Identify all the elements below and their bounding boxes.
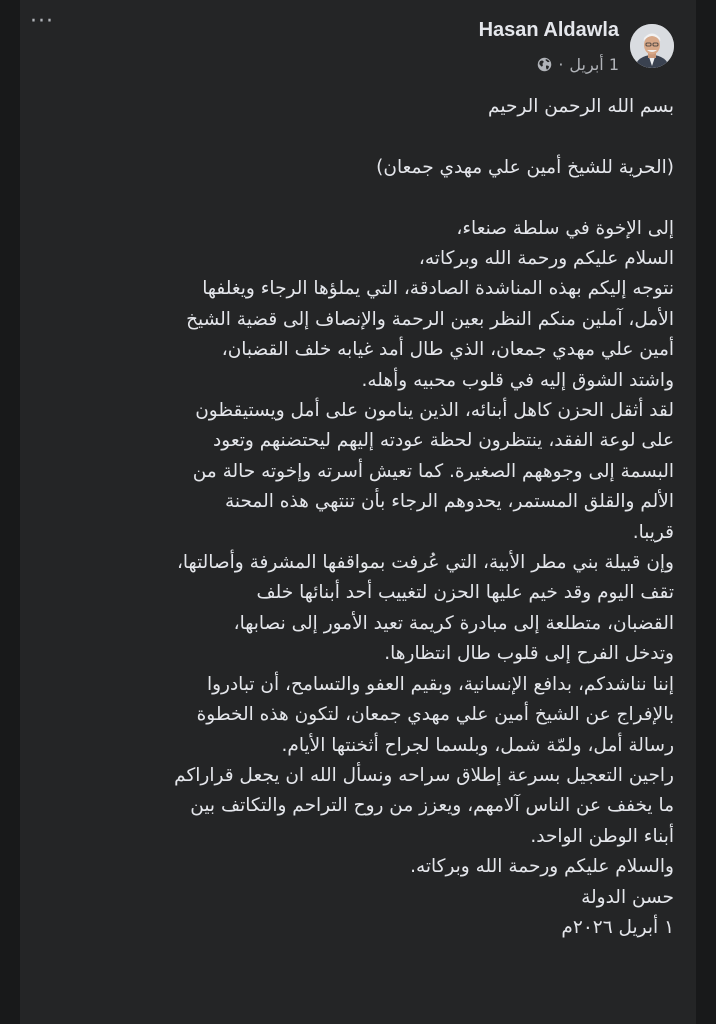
post-line: رسالة أمل، ولمّة شمل، وبلسما لجراح أثخنتها الأيام. (281, 734, 674, 756)
post-line: وإن قبيلة بني مطر الأبية، التي عُرفت بمواقفها المشرفة وأصالتها، (176, 552, 674, 574)
avatar[interactable] (630, 24, 674, 68)
post-signature: حسن الدولة (581, 886, 674, 908)
post-date[interactable]: 1 أبريل (569, 54, 619, 74)
post-line: إننا نناشدكم، بدافع الإنسانية، وبقيم العفو والتسامح، أن تبادروا (206, 673, 674, 695)
post-line: (الحرية للشيخ أمين علي مهدي جمعان) (376, 156, 674, 178)
post-body (34, 92, 674, 943)
post-line: بسم الله الرحمن الرحيم (488, 96, 674, 117)
post-line: أمين علي مهدي جمعان، الذي طال أمد غيابه خلف القضبان، (221, 339, 674, 361)
post-line: السلام عليكم ورحمة الله وبركاته، (418, 248, 674, 269)
avatar-image (630, 24, 674, 68)
post-line: تقف اليوم وقد خيم عليها الحزن لتغييب أحد أبنائها خلف (256, 582, 674, 604)
post-line: واشتد الشوق إليه في قلوب محبيه وأهله. (361, 369, 674, 391)
post-line: والسلام عليكم ورحمة الله وبركاته. (410, 856, 674, 878)
post-line: لقد أثقل الحزن كاهل أبنائه، الذين ينامون على أمل ويستيقظون (195, 400, 674, 422)
post-line: الألم والقلق المستمر، يحدوهم الرجاء بأن تنتهي هذه المحنة (224, 491, 674, 513)
post-meta (537, 54, 619, 74)
meta-separator: · (558, 54, 564, 74)
post-line: البسمة إلى وجوههم الصغيرة. كما تعيش أسرته وإخوته حالة من (192, 460, 674, 482)
post-card (20, 0, 696, 1024)
blank-line (34, 183, 674, 213)
post-sign-date: ١ أبريل ٢٠٢٦م (561, 916, 674, 938)
post-line: راجين التعجيل بسرعة إطلاق سراحه ونسأل الله ان يجعل قراراكم (174, 764, 674, 786)
post-line: وتدخل الفرح إلى قلوب طال انتظارها. (384, 643, 674, 665)
post-line: بالإفراج عن الشيخ أمين علي مهدي جمعان، لتكون هذه الخطوة (196, 704, 674, 726)
post-line: إلى الإخوة في سلطة صنعاء، (456, 217, 674, 239)
post-line: قريبا. (632, 521, 674, 543)
globe-icon[interactable] (537, 57, 552, 72)
post-line: الأمل، آملين منكم النظر بعين الرحمة والإنصاف إلى قضية الشيخ (186, 308, 674, 330)
post-line: أبناء الوطن الواحد. (530, 825, 674, 847)
post-line: نتوجه إليكم بهذه المناشدة الصادقة، التي يملؤها الرجاء ويغلفها (202, 278, 674, 300)
post-line: على لوعة الفقد، ينتظرون لحظة عودته إليهم ليحتضنهم وتعود (213, 430, 674, 452)
blank-line (34, 122, 674, 152)
post-line: ما يخفف عن الناس آلامهم، ويعزز من روح التراحم والتكاتف بين (190, 795, 674, 817)
more-options-icon[interactable]: ··· (30, 9, 54, 34)
post-line: القضبان، متطلعة إلى مبادرة كريمة تعيد الأمور إلى نصابها، (233, 612, 674, 634)
author-name[interactable]: Hasan Aldawla (478, 19, 619, 41)
